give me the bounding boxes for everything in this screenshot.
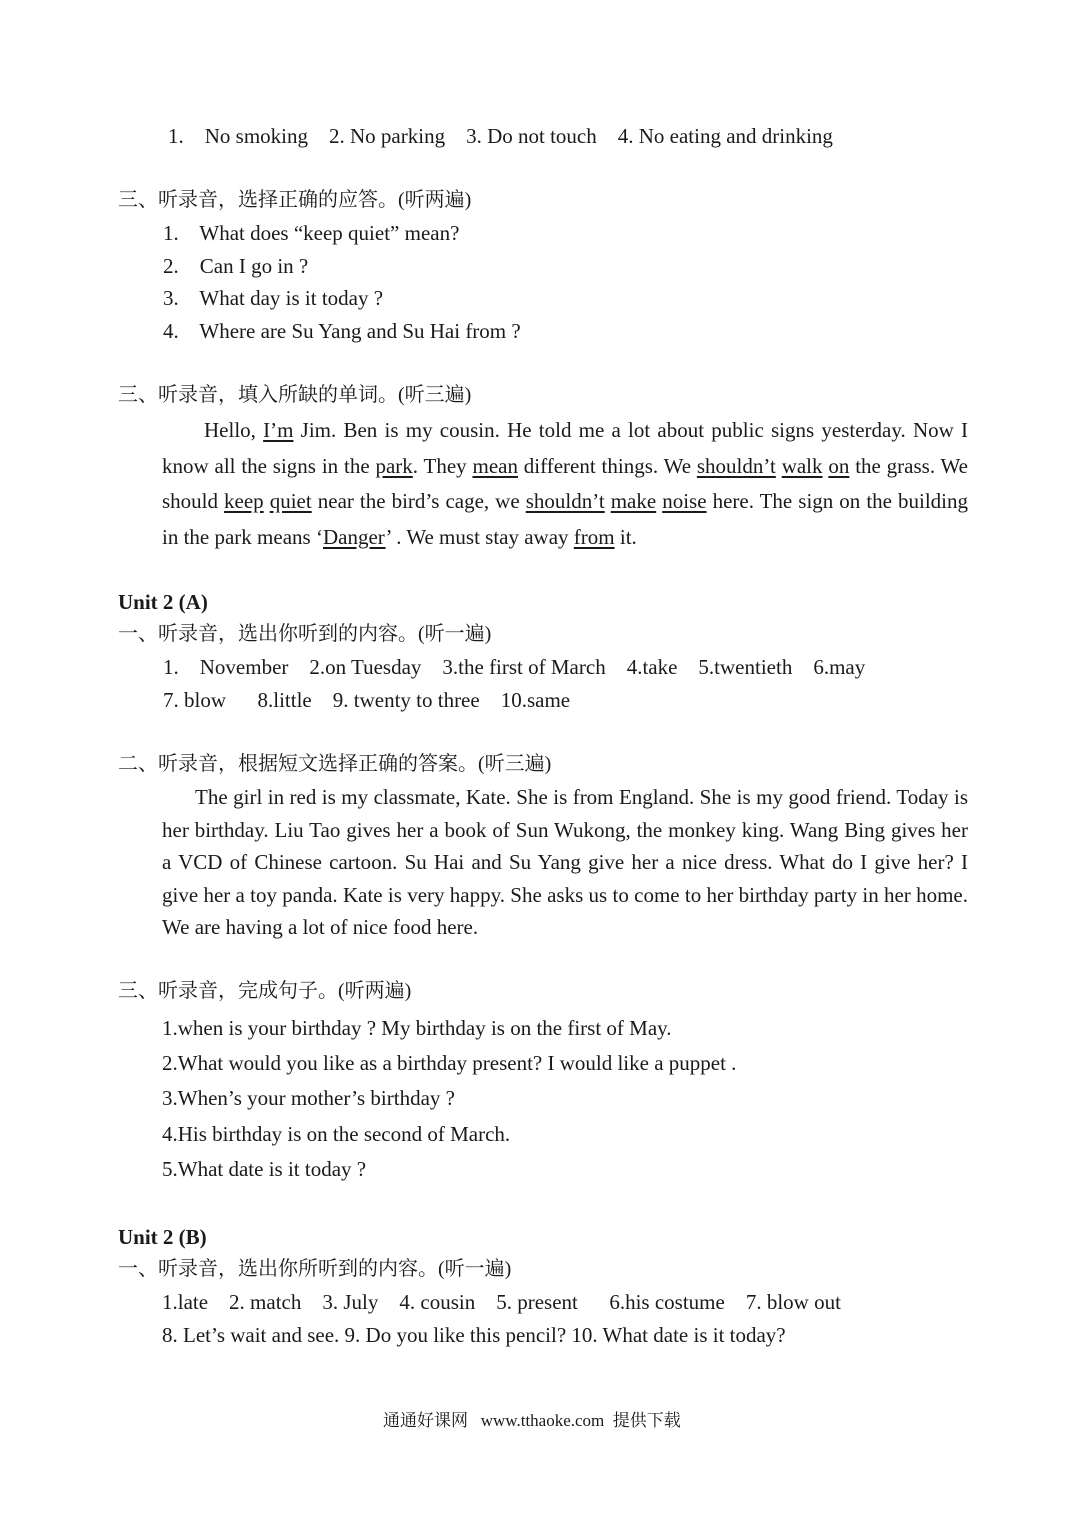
- question-item: 4. Where are Su Yang and Su Hai from ?: [163, 319, 521, 343]
- section-heading: 二、听录音，根据短文选择正确的答案。(听三遍): [118, 753, 552, 775]
- filled-blank-word: keep: [224, 489, 264, 513]
- passage-text: the grass. We should: [162, 453, 968, 513]
- passage-text: different things. We: [517, 453, 697, 478]
- filled-blank-word: walk: [781, 453, 823, 478]
- answer-line: 7. blow 8.little 9. twenty to three 10.same: [163, 688, 571, 712]
- page-footer: 通通好课网 www.tthaoke.com 提供下载: [383, 1411, 681, 1430]
- filled-blank-word: Danger: [322, 524, 386, 549]
- filled-blank-word: I’m: [263, 418, 294, 442]
- question-item: 1. What does “keep quiet” mean?: [163, 221, 460, 245]
- filled-blank-word: shouldn’t: [525, 489, 605, 513]
- reading-passage-text: The girl in red is my classmate, Kate. She is from England. She is my good friend. Today is her birthday. Liu Tao gives her a book of Sun Wukong, the monkey king. Wang Bing gives her a VCD of Chinese cartoon. Su Hai and Su Yang give her a nice dress. What do I give her? I give her a toy panda. Kate is very happy. She asks us to come to her birthday party in her home. We are having a lot of nice food here.: [162, 785, 968, 939]
- filled-blank-word: from: [573, 524, 615, 549]
- section-heading: 一、听录音，选出你所听到的内容。(听一遍): [118, 1258, 512, 1280]
- section-heading: 三、听录音，完成句子。(听两遍): [118, 980, 412, 1002]
- answer-line: 1. November 2.on Tuesday 3.the first of March 4.take 5.twentieth 6.may: [163, 655, 866, 679]
- filled-blank-word: on: [828, 453, 850, 478]
- filled-blank-word: mean: [472, 453, 518, 478]
- fill-in-passage: [162, 413, 968, 555]
- section-heading: 一、听录音，选出你听到的内容。(听一遍): [118, 623, 492, 645]
- sentence-item: 2.What would you like as a birthday present? I would like a puppet .: [162, 1051, 737, 1075]
- unit-title: Unit 2 (A): [118, 590, 208, 614]
- question-item: 2. Can I go in ?: [163, 254, 309, 278]
- filled-blank-word: park: [375, 453, 413, 478]
- filled-blank-word: shouldn’t: [696, 453, 776, 478]
- passage-text: Hello,: [204, 418, 264, 442]
- filled-blank-word: noise: [662, 489, 707, 513]
- filled-blank-word: quiet: [269, 489, 312, 513]
- reading-passage: [162, 781, 968, 944]
- sentence-item: 5.What date is it today ?: [162, 1157, 367, 1181]
- answer-line: 1. No smoking 2. No parking 3. Do not touch 4. No eating and drinking: [168, 124, 833, 148]
- passage-text: ’ . We must stay away: [385, 524, 574, 549]
- passage-text: . They: [412, 453, 473, 478]
- unit-title: Unit 2 (B): [118, 1225, 207, 1249]
- section-heading: 三、听录音，选择正确的应答。(听两遍): [118, 189, 472, 211]
- passage-text: Jim. Ben is my cousin. He told me a lot about public signs yesterday. Now I know all the signs in the: [162, 418, 969, 478]
- question-item: 3. What day is it today ?: [163, 286, 384, 310]
- passage-text: here. The sign on the building in the park means ‘: [162, 489, 969, 549]
- passage-text: near the bird’s cage, we: [311, 489, 526, 513]
- filled-blank-word: make: [610, 489, 657, 513]
- answer-line: 1.late 2. match 3. July 4. cousin 5. present 6.his costume 7. blow out: [162, 1290, 841, 1314]
- section-heading: 三、听录音，填入所缺的单词。(听三遍): [118, 384, 472, 406]
- sentence-item: 1.when is your birthday ? My birthday is on the first of May.: [162, 1016, 672, 1040]
- sentence-item: 4.His birthday is on the second of March.: [162, 1122, 511, 1146]
- answer-line: 8. Let’s wait and see. 9. Do you like this pencil? 10. What date is it today?: [162, 1323, 786, 1347]
- passage-text: it.: [614, 524, 637, 549]
- sentence-item: 3.When’s your mother’s birthday ?: [162, 1086, 455, 1110]
